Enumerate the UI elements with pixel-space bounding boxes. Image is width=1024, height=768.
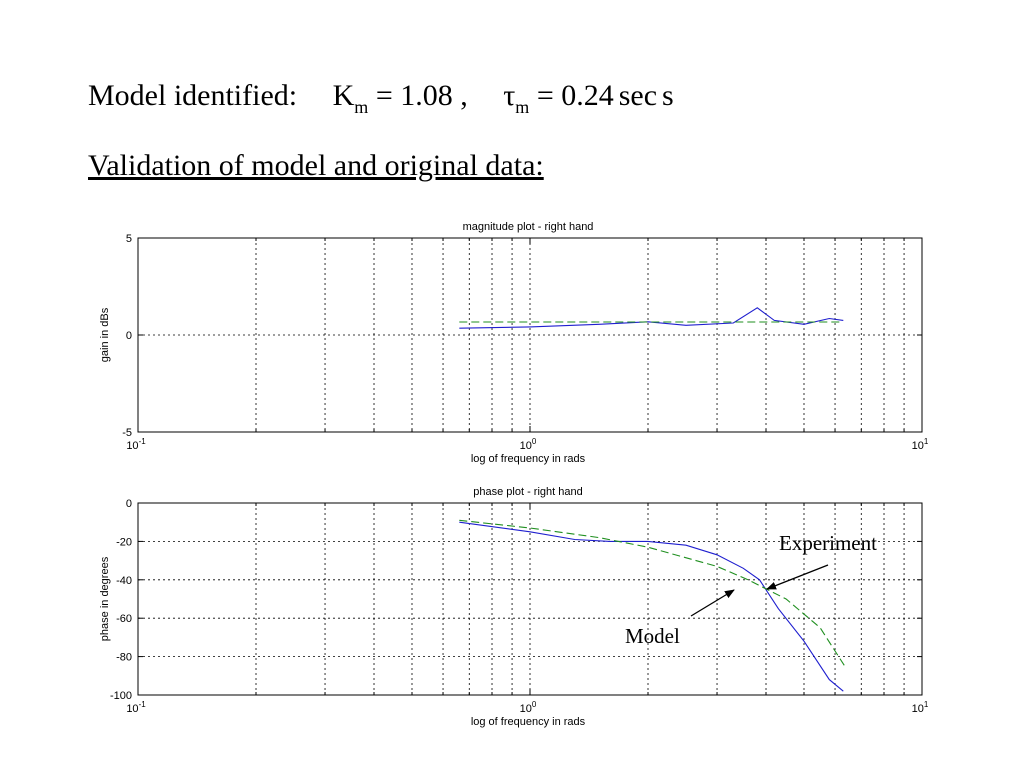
magnitude-plot-title: magnitude plot - right hand bbox=[462, 221, 594, 233]
gain-subscript: m bbox=[354, 97, 369, 117]
magnitude-series-line-experiment bbox=[459, 308, 843, 328]
magnitude-plot bbox=[99, 221, 929, 465]
phase-annotation-model-label: Model bbox=[625, 624, 680, 648]
phase-annotation-model-arrow bbox=[691, 590, 734, 616]
gain-value: 1.08 bbox=[400, 79, 453, 112]
phase-y-tick-label: 0 bbox=[125, 498, 132, 510]
validation-subheading: Validation of model and original data: bbox=[88, 149, 544, 182]
tau-value: 0.24 bbox=[561, 79, 614, 112]
phase-annotation-experiment-label: Experiment bbox=[779, 531, 877, 555]
magnitude-x-tick-label: $10^1$ bbox=[911, 437, 929, 452]
separator-comma: , bbox=[460, 79, 468, 112]
phase-y-tick-label: -100 bbox=[109, 690, 132, 702]
phase-y-tick-label: -80 bbox=[116, 651, 132, 664]
phase-x-tick-label: $10^1$ bbox=[911, 700, 929, 715]
equals-sign: = bbox=[536, 79, 554, 112]
phase-y-tick-label: -40 bbox=[116, 574, 132, 587]
magnitude-y-axis-label: gain in dBs bbox=[99, 307, 111, 363]
tau-unit: sec bbox=[618, 79, 658, 112]
phase-y-tick-label: -60 bbox=[116, 613, 132, 626]
magnitude-y-tick-label: 5 bbox=[125, 233, 132, 245]
phase-x-axis-label: log of frequency in rads bbox=[470, 716, 586, 728]
phase-annotation-experiment-arrow bbox=[767, 565, 828, 589]
phase-x-tick-label: $10^0$ bbox=[519, 700, 537, 715]
phase-plot bbox=[99, 486, 929, 728]
phase-y-tick-label: -20 bbox=[116, 536, 132, 549]
magnitude-x-tick-label: $10^0$ bbox=[519, 437, 537, 452]
equals-sign: = bbox=[375, 79, 393, 112]
magnitude-x-axis-label: log of frequency in rads bbox=[470, 453, 586, 465]
magnitude-y-tick-label: 0 bbox=[125, 330, 132, 342]
phase-plot-title: phase plot - right hand bbox=[473, 486, 583, 498]
phase-x-tick-label: $10^{-1}$ bbox=[126, 700, 146, 715]
magnitude-y-tick-label: -5 bbox=[122, 427, 132, 439]
gain-symbol: K bbox=[332, 79, 355, 112]
tau-unit-suffix: s bbox=[662, 79, 674, 112]
heading-prefix: Model identified: bbox=[88, 79, 298, 112]
tau-symbol: τ bbox=[503, 79, 516, 112]
phase-y-axis-label: phase in degrees bbox=[99, 556, 111, 642]
magnitude-x-tick-label: $10^{-1}$ bbox=[126, 437, 146, 452]
tau-subscript: m bbox=[515, 97, 530, 117]
